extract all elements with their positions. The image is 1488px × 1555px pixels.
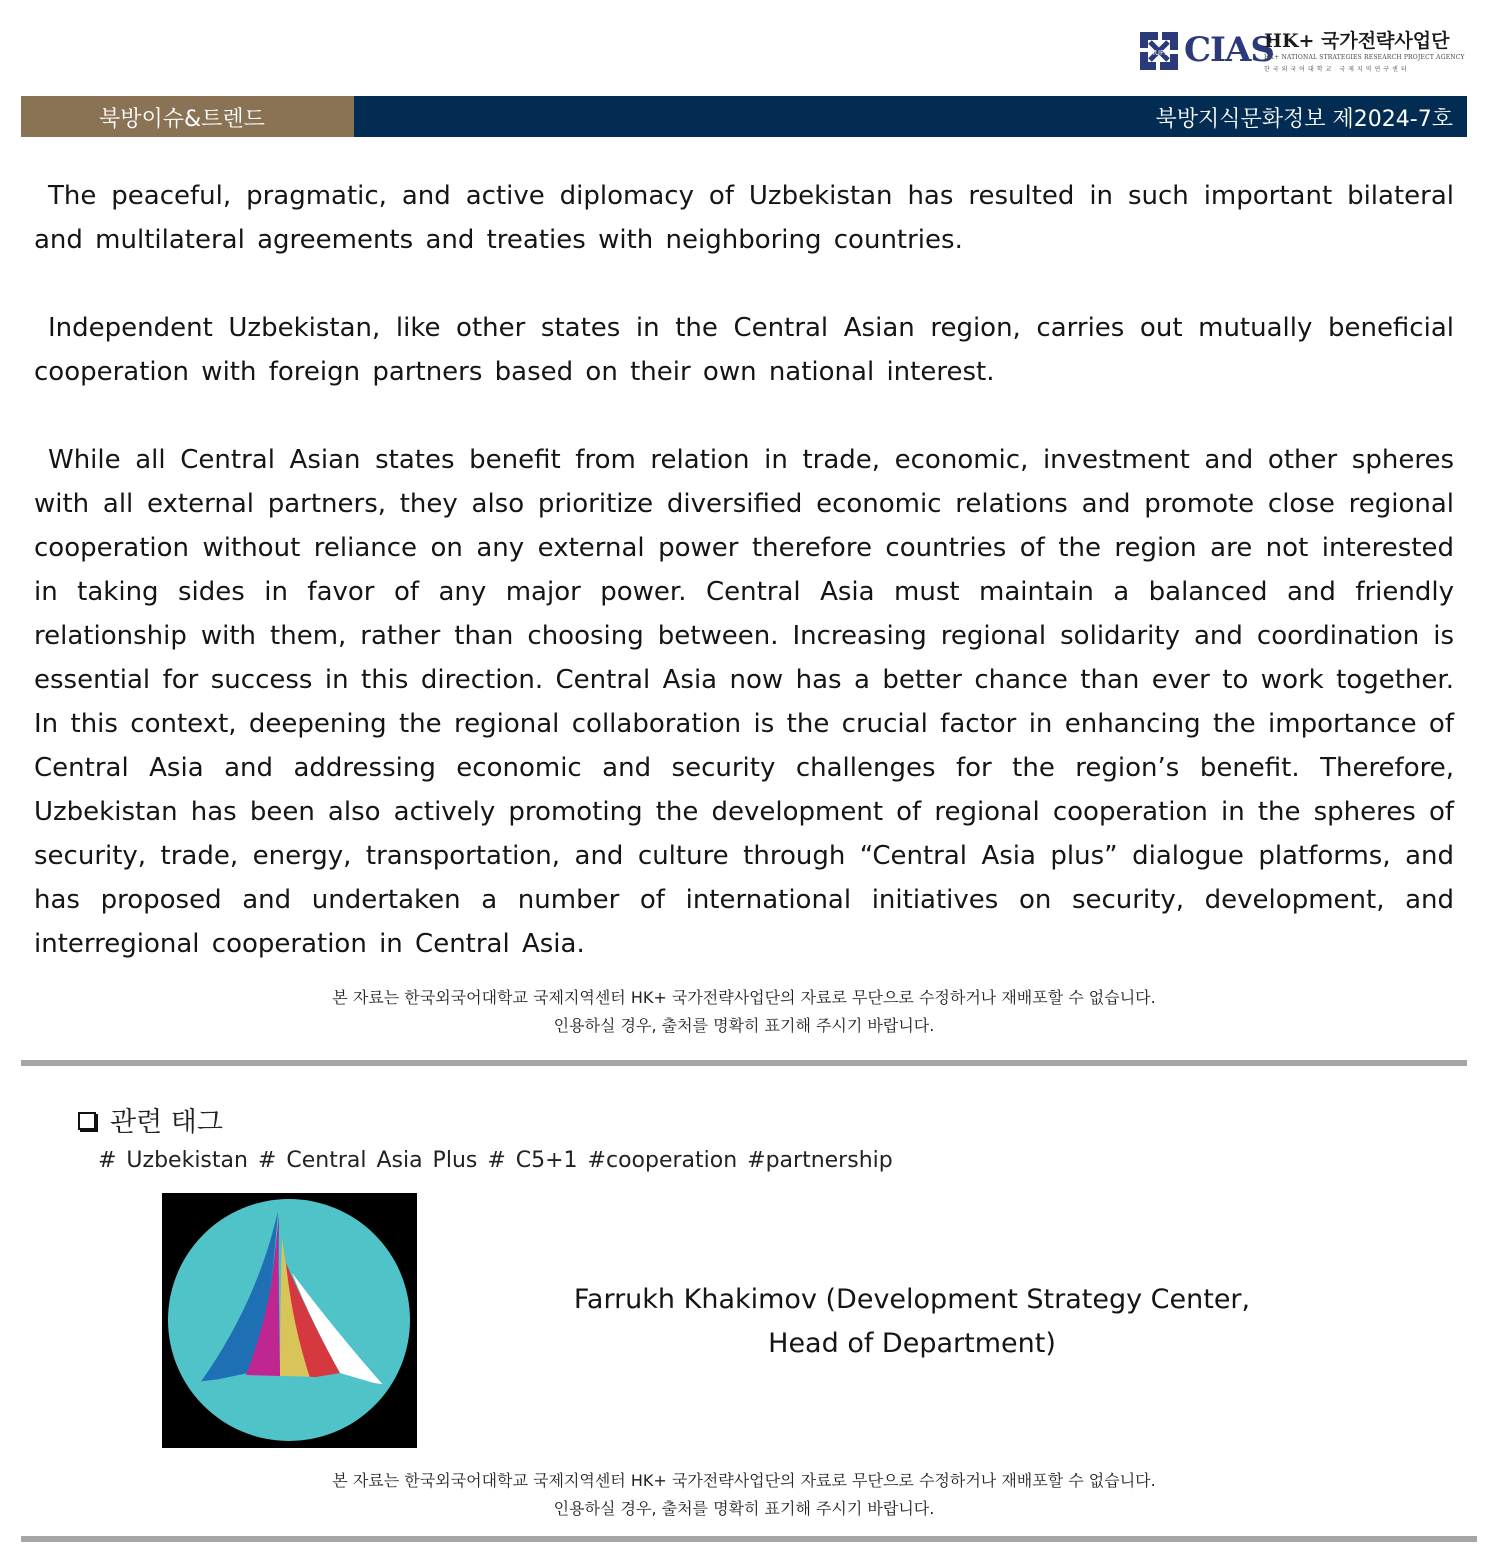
author-credit-line2: Head of Department)	[768, 1328, 1056, 1359]
logo-title: HK+ 국가전략사업단	[1264, 30, 1450, 52]
author-credit-line1: Farrukh Khakimov (Development Strategy Center,	[573, 1284, 1251, 1315]
article-body	[34, 174, 1454, 966]
cias-logo	[1136, 26, 1465, 76]
cias-logo-mark-icon	[1136, 28, 1182, 74]
logo-cias-text: CIAS	[1184, 30, 1274, 70]
related-tags-heading	[78, 1100, 223, 1139]
central-asia-plus-emblem-icon	[162, 1193, 417, 1448]
copyright-notice-line2: 인용하실 경우, 출처를 명확히 표기해 주시기 바랍니다.	[553, 1016, 935, 1035]
section-label-block	[21, 96, 354, 137]
copyright-notice-line1: 본 자료는 한국외국어대학교 국제지역센터 HK+ 국가전략사업단의 자료로 무단으로 수정하거나 재배포할 수 없습니다.	[332, 988, 1156, 1007]
article-paragraph: The peaceful, pragmatic, and active diplomacy of Uzbekistan has resulted in such important bilateral and multilateral agreements and treaties with neighboring countries.	[34, 181, 1454, 255]
page-bottom-divider	[21, 1536, 1477, 1542]
copyright-notice	[0, 1467, 1488, 1523]
author-credit	[540, 1278, 1284, 1366]
logo-seal-text: HUFS	[1149, 49, 1169, 57]
checkbox-bullet-icon	[78, 1112, 96, 1130]
logo-subtitle-ko: 한국외국어대학교 국제지역연구센터	[1264, 66, 1410, 73]
related-tags-title: 관련 태그	[110, 1107, 223, 1138]
copyright-notice	[0, 984, 1488, 1040]
copyright-notice-line1: 본 자료는 한국외국어대학교 국제지역센터 HK+ 국가전략사업단의 자료로 무단으로 수정하거나 재배포할 수 없습니다.	[332, 1471, 1156, 1490]
header-banner	[21, 96, 1467, 137]
article-paragraph: Independent Uzbekistan, like other states in the Central Asian region, carries out mutually beneficial cooperation with foreign partners based on their own national interest.	[34, 313, 1454, 387]
article-paragraph: While all Central Asian states benefit from relation in trade, economic, investment and other spheres with all external partners, they also prioritize diversified economic relations and promote close regional cooperation without reliance on any external power therefore countries of the region are not interested in taking sides in favor of any major power. Central Asia must maintain a balanced and friendly relationship with them, rather than choosing between. Increasing regional solidarity and coordination is essential for success in this direction. Central Asia now has a better chance than ever to work together. In this context, deepening the regional collaboration is the crucial factor in enhancing the importance of Central Asia and addressing economic and security challenges for the region’s benefit. Therefore, Uzbekistan has been also actively promoting the development of regional cooperation in the spheres of security, trade, energy, transportation, and culture through “Central Asia plus” dialogue platforms, and has proposed and undertaken a number of international initiatives on security, development, and interregional cooperation in Central Asia.	[34, 445, 1454, 959]
logo-subtitle-en: HK+ NATIONAL STRATEGIES RESEARCH PROJECT AGENCY	[1264, 54, 1465, 61]
issue-label: 북방지식문화정보 제2024-7호	[1155, 107, 1453, 132]
section-label: 북방이슈&트렌드	[99, 107, 265, 132]
related-tags-list: # Uzbekistan # Central Asia Plus # C5+1 #cooperation #partnership	[98, 1148, 893, 1173]
copyright-notice-line2: 인용하실 경우, 출처를 명확히 표기해 주시기 바랍니다.	[553, 1499, 935, 1518]
section-divider	[21, 1060, 1467, 1066]
